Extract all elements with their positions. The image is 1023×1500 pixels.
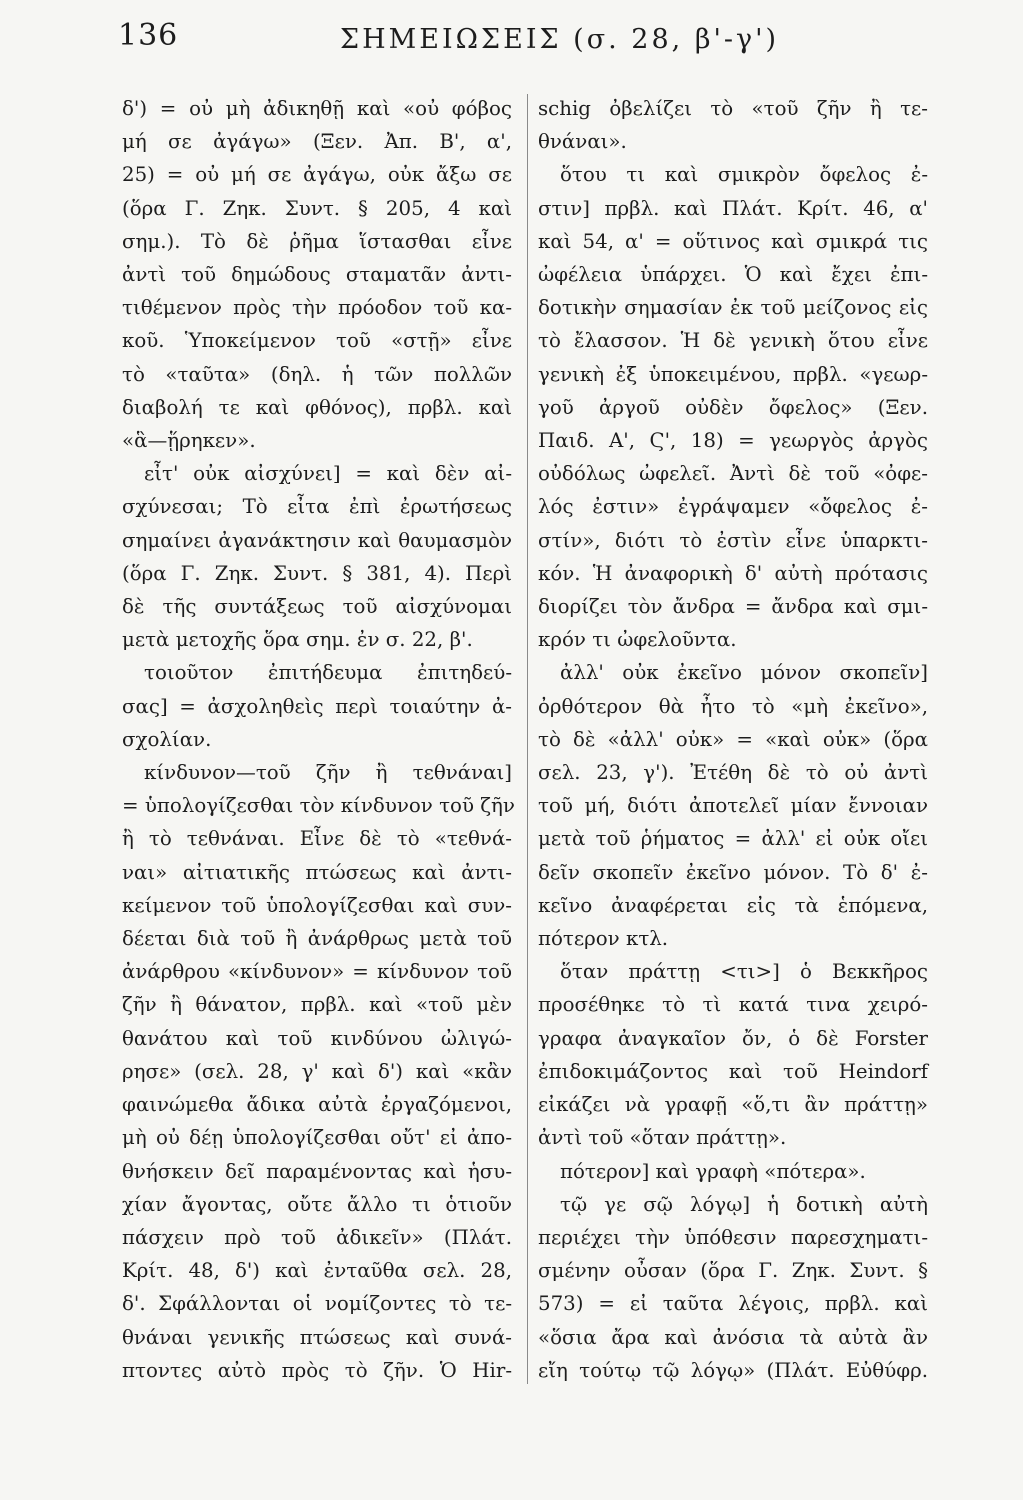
text-line: ὀρθότερον θὰ ἦτο τὸ «μὴ ἐκεῖνο»,	[538, 694, 928, 718]
text-line: δοτικὴν σημασίαν ἐκ τοῦ μείζονος εἰς	[538, 296, 928, 320]
text-line: μὴ οὐ δέῃ ὑπολογίζεσθαι οὔτ' εἰ ἀπο-	[122, 1126, 512, 1150]
text-line: πτοντες αὐτὸ πρὸς τὸ ζῆν. Ὁ Hir-	[122, 1358, 512, 1382]
text-line: δὲ τῆς συντάξεως τοῦ αἰσχύνομαι	[122, 595, 512, 619]
text-line: στιν] πρβλ. καὶ Πλάτ. Κρίτ. 46, α'	[538, 196, 928, 220]
text-line: σχολίαν.	[122, 727, 212, 751]
text-line: θνήσκειν δεῖ παραμένοντας καὶ ἡσυ-	[122, 1159, 512, 1183]
text-line: εἰκάζει νὰ γραφῇ «ὅ,τι ἂν πράττῃ»	[538, 1093, 928, 1117]
text-line: τῷ γε σῷ λόγῳ] ἡ δοτικὴ αὐτὴ	[560, 1192, 928, 1216]
text-line: γενικὴ ἐξ ὑποκειμένου, πρβλ. «γεωρ-	[538, 362, 928, 386]
text-line: τὸ ἔλασσον. Ἡ δὲ γενικὴ ὅτου εἶνε	[538, 329, 928, 353]
text-line: γοῦ ἀργοῦ οὐδὲν ὄφελος» (Ξεν.	[538, 395, 928, 419]
text-line: 25) = οὐ μή σε ἀγάγω, οὐκ ἄξω σε	[122, 163, 512, 187]
text-line: λός ἐστιν» ἐγράψαμεν «ὄφελος ἐ-	[538, 495, 928, 519]
text-line: διαβολή τε καὶ φθόνος), πρβλ. καὶ	[122, 395, 512, 419]
text-line: ἢ τὸ τεθνάναι. Εἶνε δὲ τὸ «τεθνά-	[122, 827, 512, 851]
text-line: γραφα ἀναγκαῖον ὄν, ὁ δὲ Forster	[538, 1026, 928, 1050]
text-line: περιέχει τὴν ὑπόθεσιν παρεσχηματι-	[538, 1225, 928, 1249]
text-line: ὅτου τι καὶ σμικρὸν ὄφελος ἐ-	[560, 163, 928, 187]
text-line: μή σε ἀγάγω» (Ξεν. Ἀπ. Β', α',	[122, 130, 512, 154]
text-line: Κρίτ. 48, δ') καὶ ἐνταῦθα σελ. 28,	[122, 1259, 512, 1283]
text-line: «ὅσια ἄρα καὶ ἀνόσια τὰ αὐτὰ ἂν	[538, 1325, 928, 1349]
text-line: τὸ «ταῦτα» (δηλ. ἡ τῶν πολλῶν	[122, 362, 512, 386]
page-number: 136	[118, 18, 179, 53]
text-line: σελ. 23, γ'). Ἐτέθη δὲ τὸ οὐ ἀντὶ	[538, 761, 928, 785]
text-line: πότερον] καὶ γραφὴ «πότερα».	[560, 1159, 866, 1183]
running-head: ΣΗΜΕΙΩΣΕΙΣ (σ. 28, β'-γ')	[340, 24, 780, 55]
text-line: «ἃ—ᾕρηκεν».	[122, 429, 256, 453]
text-line: ἀνάρθρου «κίνδυνον» = κίνδυνον τοῦ	[122, 960, 512, 984]
text-line: μετὰ τοῦ ῥήματος = ἀλλ' εἰ οὐκ οἴει	[538, 827, 928, 851]
text-line: δ'. Σφάλλονται οἱ νομίζοντες τὸ τε-	[122, 1292, 512, 1316]
text-line: τιθέμενον πρὸς τὴν πρόοδον τοῦ κα-	[122, 296, 512, 320]
text-line: = ὑπολογίζεσθαι τὸν κίνδυνον τοῦ ζῆν	[122, 794, 515, 818]
text-line: θνάναι».	[538, 130, 627, 154]
text-line: σας] = ἀσχοληθεὶς περὶ τοιαύτην ἀ-	[122, 694, 512, 718]
text-line: κόν. Ἡ ἀναφορικὴ δ' αὐτὴ πρότασις	[538, 561, 928, 585]
text-line: πότερον κτλ.	[538, 927, 669, 951]
text-line: Παιδ. Α', Ϛ', 18) = γεωργὸς ἀργὸς	[538, 429, 928, 453]
text-line: 573) = εἰ ταῦτα λέγοις, πρβλ. καὶ	[538, 1292, 928, 1316]
text-line: ρησε» (σελ. 28, γ' καὶ δ') καὶ «κἂν	[122, 1059, 512, 1083]
text-line: σημαίνει ἀγανάκτησιν καὶ θαυμασμὸν	[122, 528, 512, 552]
text-line: ζῆν ἢ θάνατον, πρβλ. καὶ «τοῦ μὲν	[122, 993, 512, 1017]
text-line: ὠφέλεια ὑπάρχει. Ὁ καὶ ἔχει ἐπι-	[538, 263, 928, 287]
text-line: καὶ 54, α' = οὕτινος καὶ σμικρά τις	[538, 229, 928, 253]
text-line: τοῦ μή, διότι ἀποτελεῖ μίαν ἔννοιαν	[538, 794, 928, 818]
right-column	[538, 92, 928, 1387]
text-line: πάσχειν πρὸ τοῦ ἀδικεῖν» (Πλάτ.	[122, 1225, 512, 1249]
text-line: σμένην οὖσαν (ὅρα Γ. Ζηκ. Συντ. §	[538, 1259, 928, 1283]
text-line: οὐδόλως ὠφελεῖ. Ἀντὶ δὲ τοῦ «ὀφε-	[538, 462, 928, 486]
text-line: θνάναι γενικῆς πτώσεως καὶ συνά-	[122, 1325, 512, 1349]
text-line: κρόν τι ὠφελοῦντα.	[538, 628, 737, 652]
text-line: ἀντὶ τοῦ δημώδους σταματᾶν ἀντι-	[122, 263, 512, 287]
text-line: (ὅρα Γ. Ζηκ. Συντ. § 205, 4 καὶ	[122, 196, 512, 220]
text-line: κίνδυνον—τοῦ ζῆν ἢ τεθνάναι]	[144, 761, 512, 785]
text-line: ἀλλ' οὐκ ἐκεῖνο μόνον σκοπεῖν]	[560, 661, 928, 685]
text-line: τοιοῦτον ἐπιτήδευμα ἐπιτηδεύ-	[144, 661, 512, 685]
text-line: schig ὀβελίζει τὸ «τοῦ ζῆν ἢ τε-	[538, 97, 928, 120]
text-line: μετὰ μετοχῆς ὅρα σημ. ἐν σ. 22, β'.	[122, 628, 473, 652]
text-line: τὸ δὲ «ἀλλ' οὐκ» = «καὶ οὐκ» (ὅρα	[538, 727, 928, 751]
text-line: ναι» αἰτιατικῆς πτώσεως καὶ ἀντι-	[122, 860, 512, 884]
text-line: δ') = οὐ μὴ ἀδικηθῇ καὶ «οὐ φόβος	[122, 97, 512, 120]
text-line: διορίζει τὸν ἄνδρα = ἄνδρα καὶ σμι-	[538, 595, 928, 619]
text-line: χίαν ἄγοντας, οὔτε ἄλλο τι ὁτιοῦν	[122, 1192, 512, 1216]
text-line: στίν», διότι τὸ ἐστὶν εἶνε ὑπαρκτι-	[538, 528, 928, 552]
text-line: (ὅρα Γ. Ζηκ. Συντ. § 381, 4). Περὶ	[122, 561, 512, 585]
text-line: κείμενον τοῦ ὑπολογίζεσθαι καὶ συν-	[122, 893, 512, 917]
text-line: εἴη τούτῳ τῷ λόγῳ» (Πλάτ. Εὐθύφρ.	[538, 1358, 928, 1382]
text-line: κεῖνο ἀναφέρεται εἰς τὰ ἑπόμενα,	[538, 893, 928, 917]
text-line: κοῦ. Ὑποκείμενον τοῦ «στῇ» εἶνε	[122, 329, 512, 353]
text-line: ἐπιδοκιμάζοντος καὶ τοῦ Heindorf	[538, 1059, 928, 1083]
text-line: δέεται διὰ τοῦ ἢ ἀνάρθρως μετὰ τοῦ	[122, 927, 512, 951]
text-line: εἶτ' οὐκ αἰσχύνει] = καὶ δὲν αἰ-	[144, 462, 512, 486]
column-divider	[527, 94, 528, 1384]
left-column	[122, 92, 515, 1387]
text-line: ἀντὶ τοῦ «ὅταν πράττῃ».	[538, 1126, 787, 1150]
text-line: θανάτου καὶ τοῦ κινδύνου ὠλιγώ-	[122, 1026, 512, 1050]
text-line: προσέθηκε τὸ τὶ κατά τινα χειρό-	[538, 993, 928, 1017]
text-line: σημ.). Τὸ δὲ ῥῆμα ἵστασθαι εἶνε	[122, 229, 512, 253]
text-line: ὅταν πράττῃ <τι>] ὁ Βεκκῆρος	[560, 960, 928, 984]
text-line: φαινώμεθα ἄδικα αὐτὰ ἐργαζόμενοι,	[122, 1093, 512, 1117]
text-line: σχύνεσαι; Τὸ εἶτα ἐπὶ ἐρωτήσεως	[122, 495, 512, 519]
text-line: δεῖν σκοπεῖν ἐκεῖνο μόνον. Τὸ δ' ἐ-	[538, 860, 928, 884]
